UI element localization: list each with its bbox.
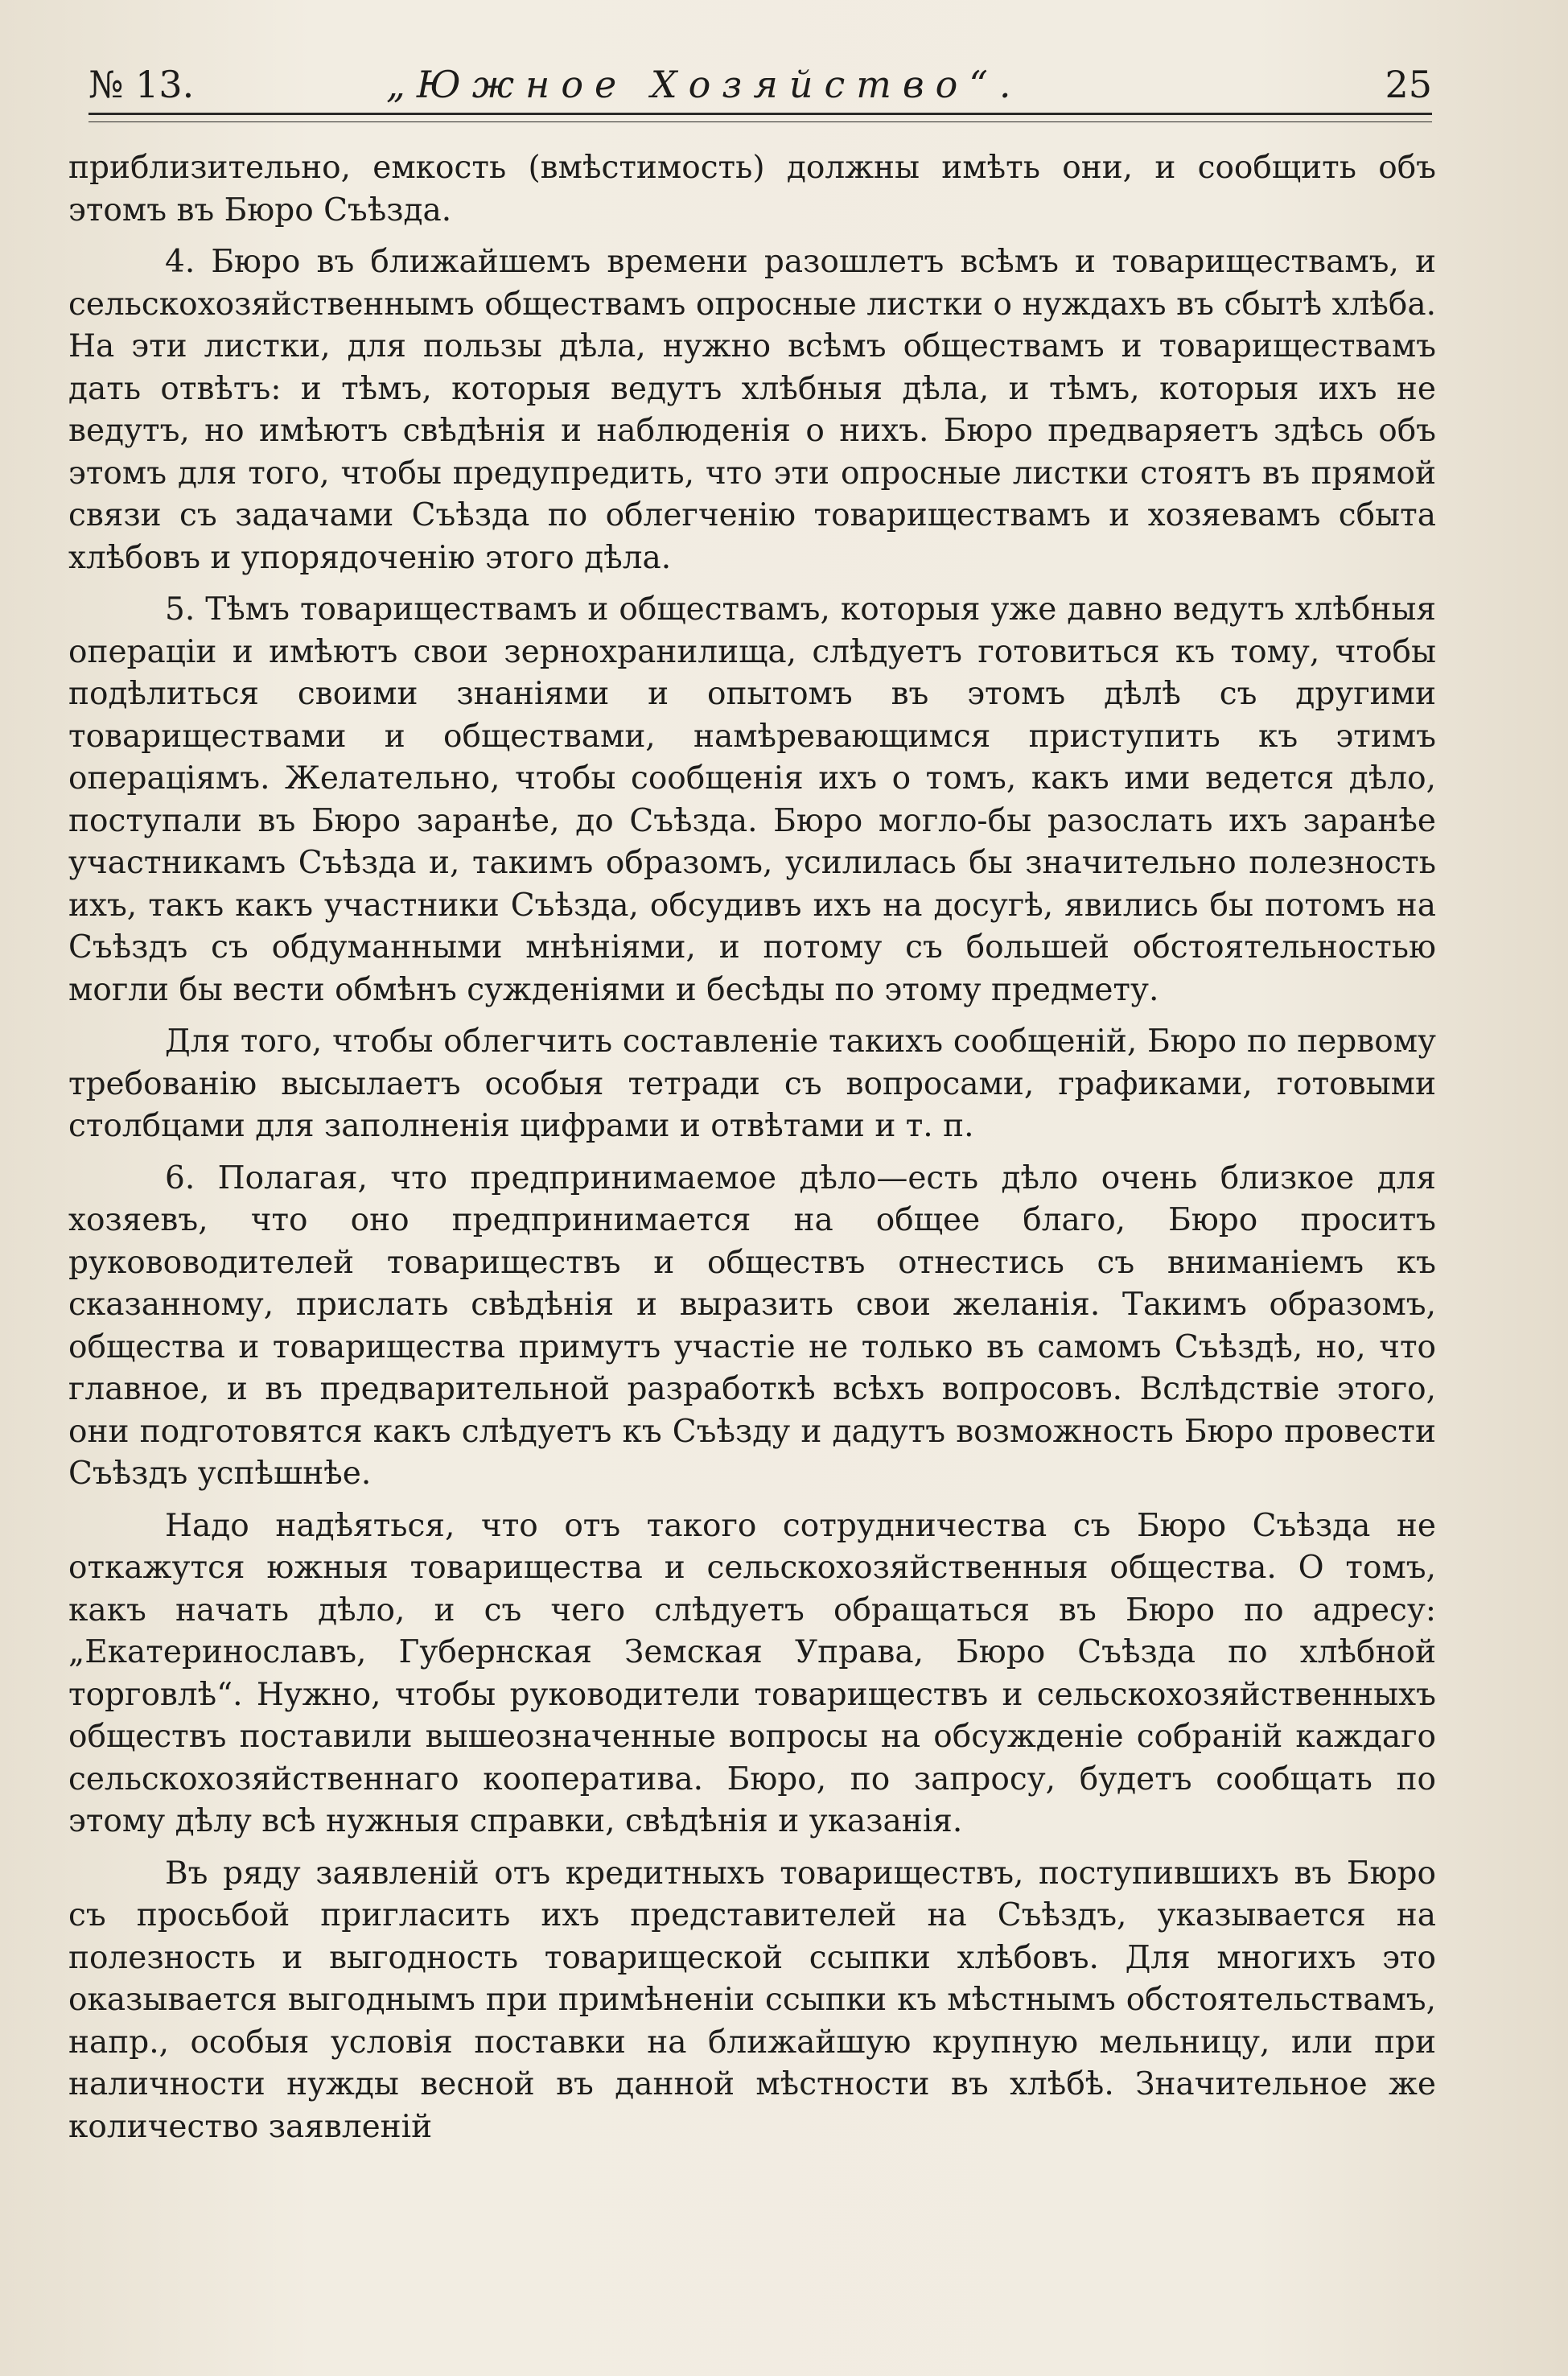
paragraph-continuation: приблизительно, емкость (вмѣстимость) должны имѣть они, и сообщить объ этомъ въ Бюро Съѣзда. — [68, 150, 1436, 229]
paragraph-item-4: 4. Бюро въ ближайшемъ времени разошлетъ всѣмъ и товариществамъ, и сельскохозяйственнымъ обществамъ опросные листки о нуждахъ въ сбытѣ хлѣба. На эти листки, для пользы дѣла, нужно всѣмъ обществамъ и товариществамъ дать отвѣтъ: и тѣмъ, которыя ведутъ хлѣбныя дѣла, и тѣмъ, которыя ихъ не ведутъ, но имѣютъ свѣдѣнія и наблюденія о нихъ. Бюро предваряетъ здѣсь объ этомъ для того, чтобы предупредить, что эти опросные листки стоятъ въ прямой связи съ задачами Съѣзда по облегченію товариществамъ и хозяевамъ сбыта хлѣбовъ и упорядоченію этого дѣла. — [68, 244, 1436, 576]
journal-title: „Южное Хозяйство“. — [386, 63, 1023, 106]
paragraph-item-6: 6. Полагая, что предпринимаемое дѣло—есть дѣло очень близкое для хозяевъ, что оно предпринимается на общее благо, Бюро проситъ рукововодителей товариществъ и обществъ отнестись съ вниманіемъ къ сказанному, прислать свѣдѣнія и выразить свои желанія. Такимъ образомъ, общества и товарищества примутъ участіе не только въ самомъ Съѣздѣ, но, что главное, и въ предварительной разработкѣ всѣхъ вопросовъ. Вслѣдствіе этого, они подготовятся какъ слѣдуетъ къ Съѣзду и дадутъ возможность Бюро провести Съѣздъ успѣшнѣе. — [68, 1159, 1436, 1492]
page-header — [88, 56, 1432, 113]
page-number: 25 — [1385, 63, 1432, 106]
paragraph-cooperation: Надо надѣяться, что отъ такого сотрудничества съ Бюро Съѣзда не откажутся южныя товарищества и сельскохозяйственныя общества. О томъ, какъ начать дѣло, и съ чего слѣдуетъ обращаться въ Бюро по адресу: „Екатеринославъ, Губернская Земская Управа, Бюро Съѣзда по хлѣбной торговлѣ“. Нужно, чтобы руководители товариществъ и сельскохозяйственныхъ обществъ поставили вышеозначенные вопросы на обсужденіе собраній каждаго сельскохозяйственнаго кооператива. Бюро, по запросу, будетъ сообщать по этому дѣлу всѣ нужныя справки, свѣдѣнія и указанія. — [68, 1507, 1436, 1839]
header-rule — [88, 113, 1432, 122]
article-body — [68, 147, 1436, 2158]
paragraph-item-5: 5. Тѣмъ товариществамъ и обществамъ, которыя уже давно ведутъ хлѣбныя операціи и имѣютъ свои зернохранилища, слѣдуетъ готовиться къ тому, чтобы подѣлиться своими знаніями и опытомъ въ этомъ дѣлѣ съ другими товариществами и обществами, намѣревающимся приступить къ этимъ операціямъ. Желательно, чтобы сообщенія ихъ о томъ, какъ ими ведется дѣло, поступали въ Бюро заранѣе, до Съѣзда. Бюро могло-бы разослать ихъ заранѣе участникамъ Съѣзда и, такимъ образомъ, усилилась бы значительно полезность ихъ, такъ какъ участники Съѣзда, обсудивъ ихъ на досугѣ, явились бы потомъ на Съѣздъ съ обдуманными мнѣніями, и потому съ большей обстоятельностью могли бы вести обмѣнъ сужденіями и бесѣды по этому предмету. — [68, 591, 1436, 1008]
paragraph-notebooks: Для того, чтобы облегчить составленіе такихъ сообщеній, Бюро по первому требованію высылаетъ особыя тетради съ вопросами, графиками, готовыми столбцами для заполненія цифрами и отвѣтами и т. п. — [68, 1023, 1436, 1144]
paragraph-statements: Въ ряду заявленій отъ кредитныхъ товариществъ, поступившихъ въ Бюро съ просьбой пригласить ихъ представителей на Съѣздъ, указывается на полезность и выгодность товарищеской ссыпки хлѣбовъ. Для многихъ это оказывается выгоднымъ при примѣненіи ссыпки къ мѣстнымъ обстоятельствамъ, напр., особыя условія поставки на ближайшую крупную мельницу, или при наличности нужды весной въ данной мѣстности въ хлѣбѣ. Значительное же количество заявленій — [68, 1855, 1436, 2145]
issue-number: № 13. — [88, 63, 195, 106]
